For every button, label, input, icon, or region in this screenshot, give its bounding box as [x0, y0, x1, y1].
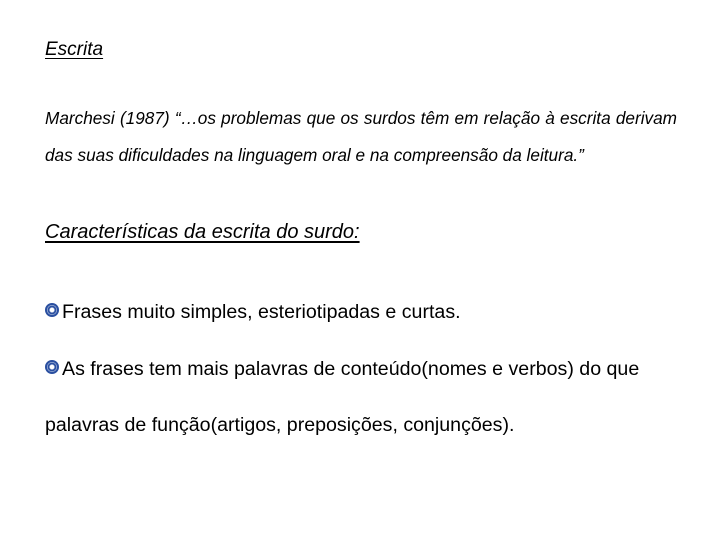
bullet-icon — [45, 303, 59, 317]
bullet-item — [45, 341, 685, 453]
characteristics-heading: Características da escrita do surdo: — [45, 221, 360, 243]
quote-paragraph: Marchesi (1987) “…os problemas que os surdos têm em relação à escrita derivam das suas dificuldades na linguagem oral e na compreensão da leitura.” — [45, 108, 677, 165]
bullet-icon — [45, 360, 59, 374]
bullet-item — [45, 284, 685, 340]
bullet-text: Frases muito simples, esteriotipadas e curtas. — [62, 301, 461, 323]
section-title: Escrita — [45, 39, 104, 60]
bullet-text: As frases tem mais palavras de conteúdo(nomes e verbos) do que palavras de função(artigos, preposições, conjunções). — [45, 358, 640, 436]
